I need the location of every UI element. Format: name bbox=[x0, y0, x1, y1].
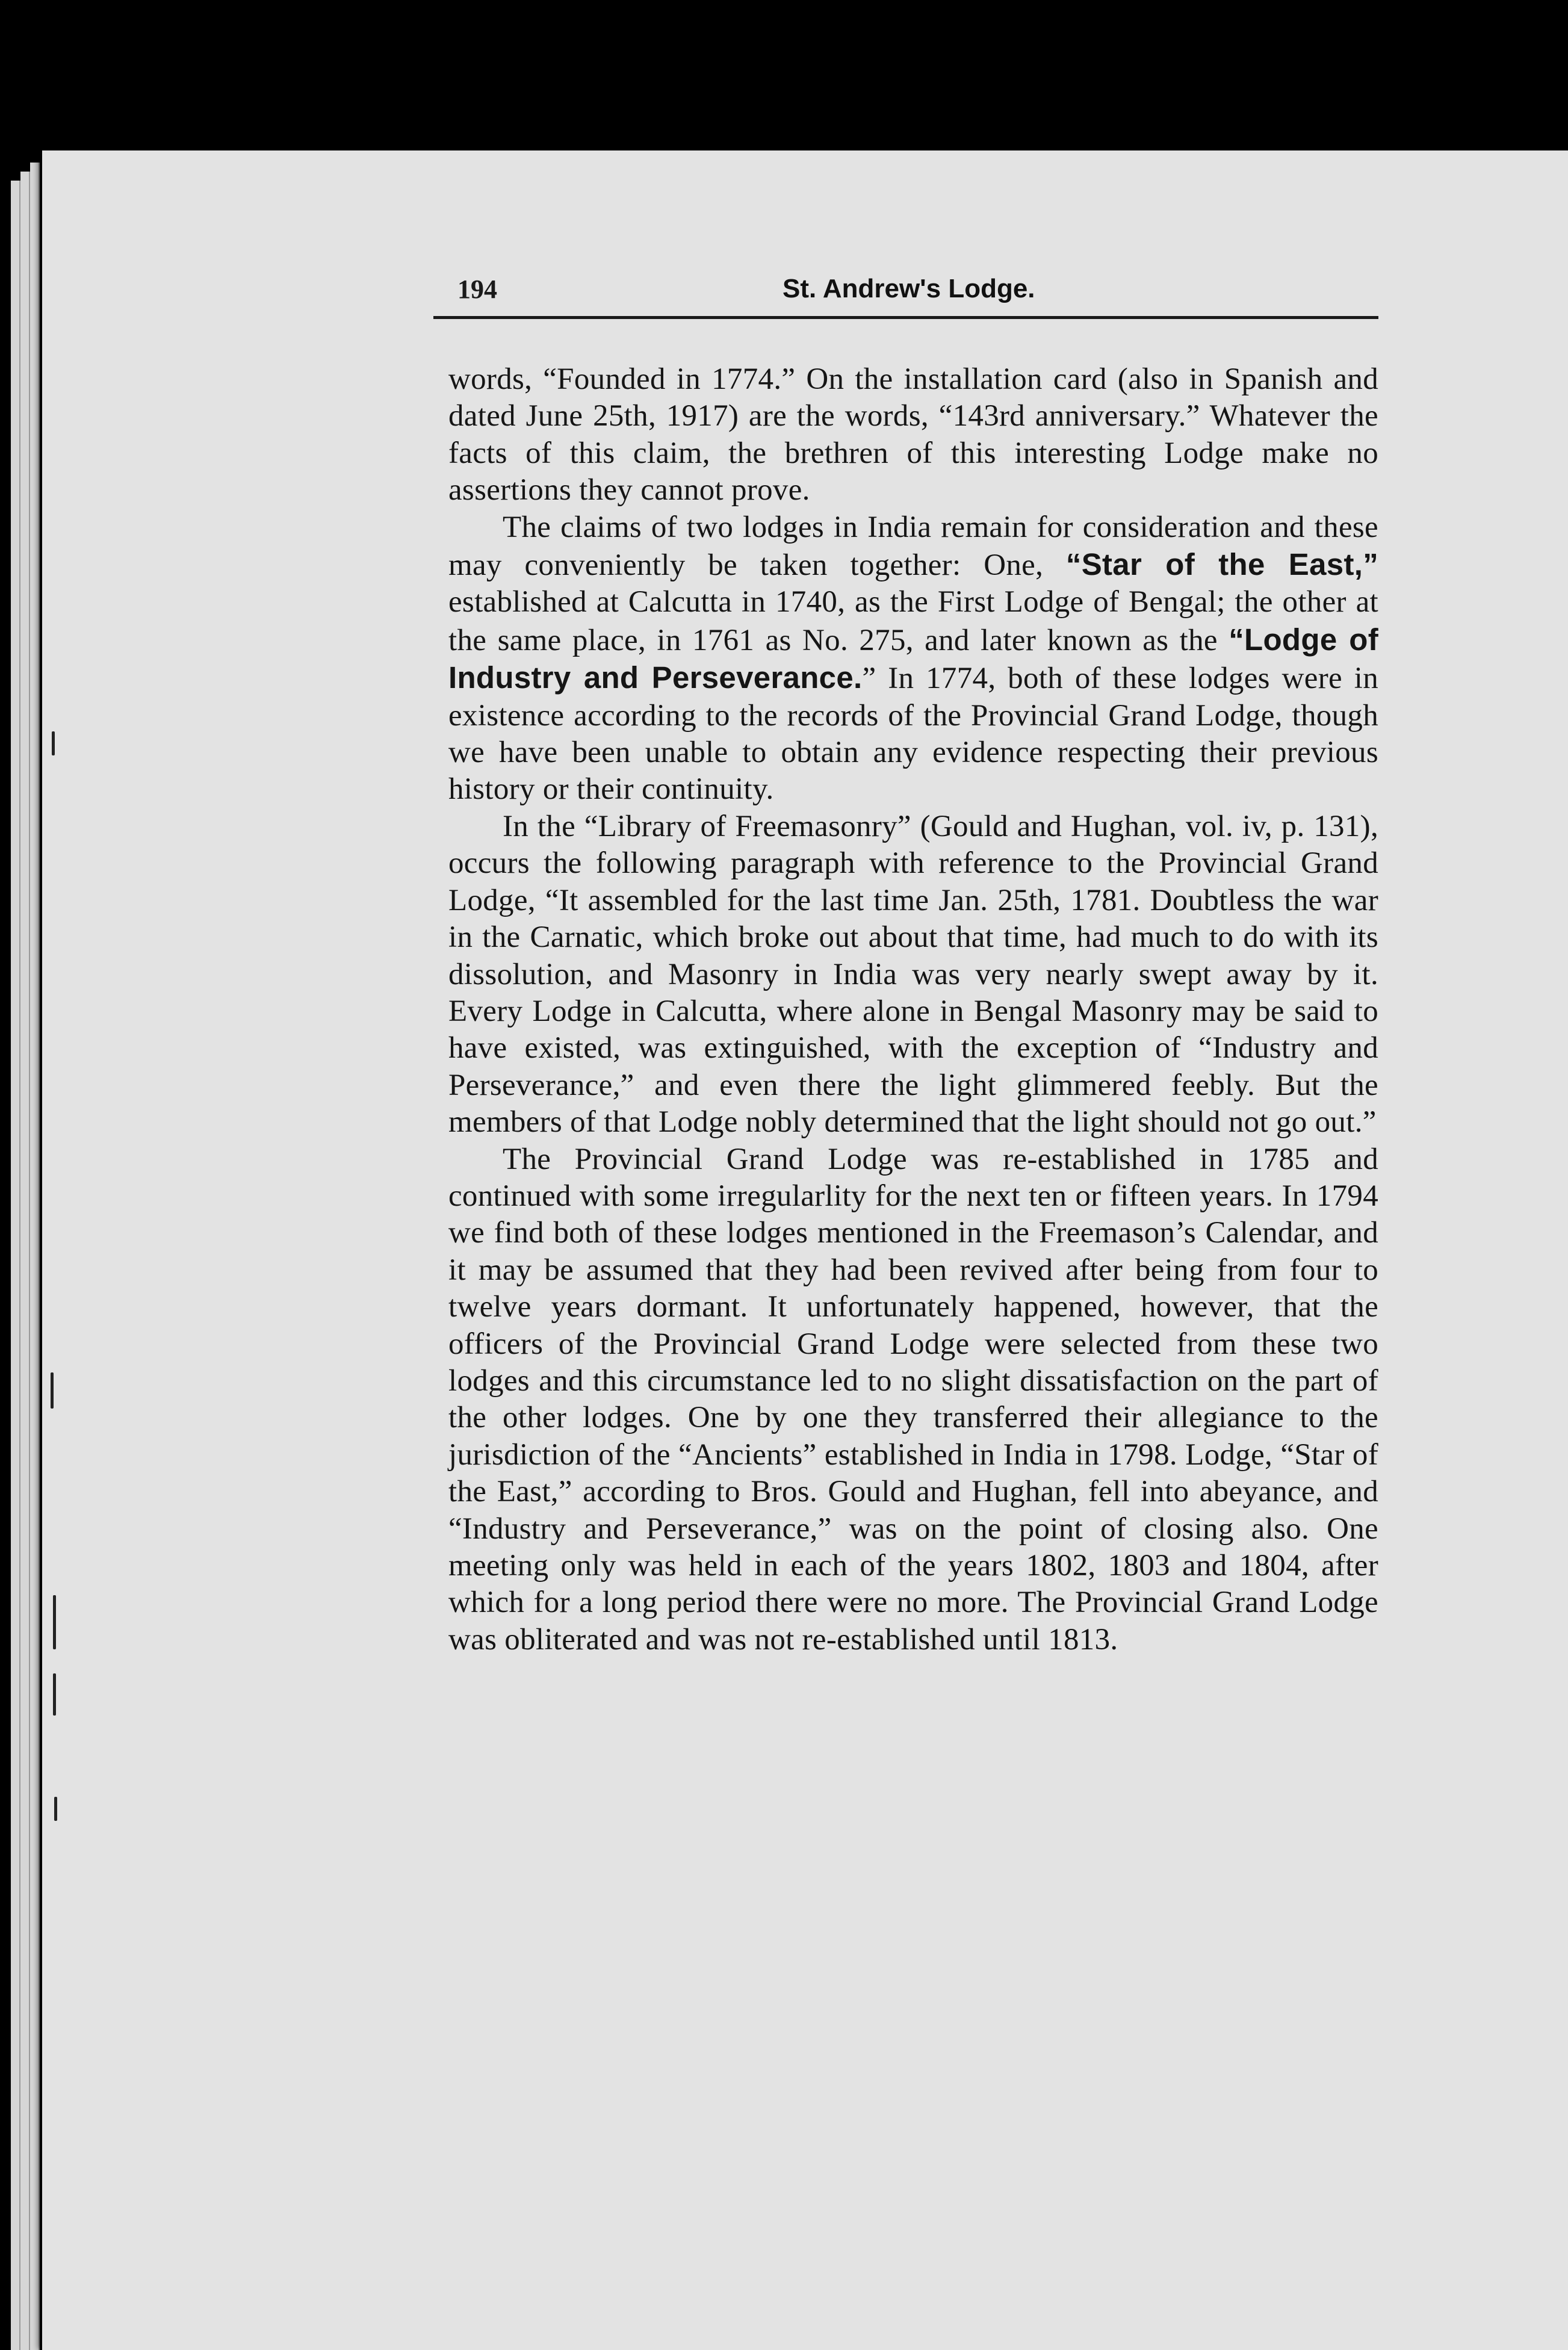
paragraph-text: words, “Founded in 1774.” On the installation card (also in Spanish and dated June 25th, 1917) are the words, “143rd anniversary.” Whatever the facts of this claim, the brethren of this interesting Lodge make no assertions they cannot prove. bbox=[448, 362, 1378, 507]
body-text bbox=[448, 361, 1378, 1658]
margin-mark bbox=[53, 1673, 56, 1716]
margin-mark bbox=[54, 1797, 57, 1821]
running-head bbox=[433, 274, 1378, 319]
paragraph bbox=[448, 509, 1378, 808]
margin-mark bbox=[53, 1595, 56, 1649]
bold-lodge-name: “Star of the East,” bbox=[1065, 547, 1378, 582]
page-stack-edge bbox=[11, 181, 20, 2350]
paragraph-text: ” In 1774, both of these lodges were in existence according to the records of the Provincial Grand Lodge, though we have been unable to obtain any evidence respecting their previous history or their continuity. bbox=[448, 662, 1379, 807]
paragraph-text: established at Calcutta in 1740, as the First Lodge of Bengal; the other at the same place, in 1761 as No. 275, and later known as the bbox=[448, 585, 1378, 657]
paragraph bbox=[448, 361, 1378, 509]
paragraph-text: In the “Library of Freemasonry” (Gould and Hughan, vol. iv, p. 131), occurs the following paragraph with reference to the Provincial Grand Lodge, “It assembled for the last time Jan. 25th, 1781. Doubtless the war in the Carnatic, which broke out about that time, had much to do with its dissolution, and Masonry in India was very nearly swept away by it. Every Lodge in Calcutta, where alone in Bengal Masonry may be said to have existed, was extinguished, with the exception of “Industry and Perseverance,” and even there the light glimmered feebly. But the members of that Lodge nobly determined that the light should not go out.” bbox=[448, 809, 1378, 1139]
page-stack-edge bbox=[30, 163, 40, 2350]
margin-mark bbox=[52, 731, 55, 755]
paragraph-text: The Provincial Grand Lodge was re-established in 1785 and continued with some irregularlity for the next ten or fifteen years. In 1794 we find both of these lodges mentioned in the Freemason’s Calendar, and it may be assumed that they had been revived after being from four to twelve years dormant. It unfortunately happened, however, that the officers of the Provincial Grand Lodge were selected from these two lodges and this circumstance led to no slight dissatisfaction on the part of the other lodges. One by one they transferred their allegiance to the jurisdiction of the “Ancients” established in India in 1798. Lodge, “Star of the East,” according to Bros. Gould and Hughan, fell into abeyance, and “Industry and Perseverance,” was on the point of closing also. One meeting only was held in each of the years 1802, 1803 and 1804, after which for a long period there were no more. The Provincial Grand Lodge was obliterated and was not re-established until 1813. bbox=[448, 1142, 1378, 1657]
bold-lodge-name: “Lodge of Industry and Perseverance. bbox=[448, 622, 1378, 695]
running-title: St. Andrew's Lodge. bbox=[782, 274, 1035, 303]
paragraph-text: The claims of two lodges in India remain for consideration and these may conveniently be taken together: One, bbox=[448, 510, 1378, 583]
page-number: 194 bbox=[457, 274, 497, 304]
page-stack-edge bbox=[20, 172, 30, 2350]
margin-mark bbox=[51, 1372, 54, 1409]
paragraph bbox=[448, 808, 1378, 1141]
paragraph bbox=[448, 1141, 1378, 1659]
